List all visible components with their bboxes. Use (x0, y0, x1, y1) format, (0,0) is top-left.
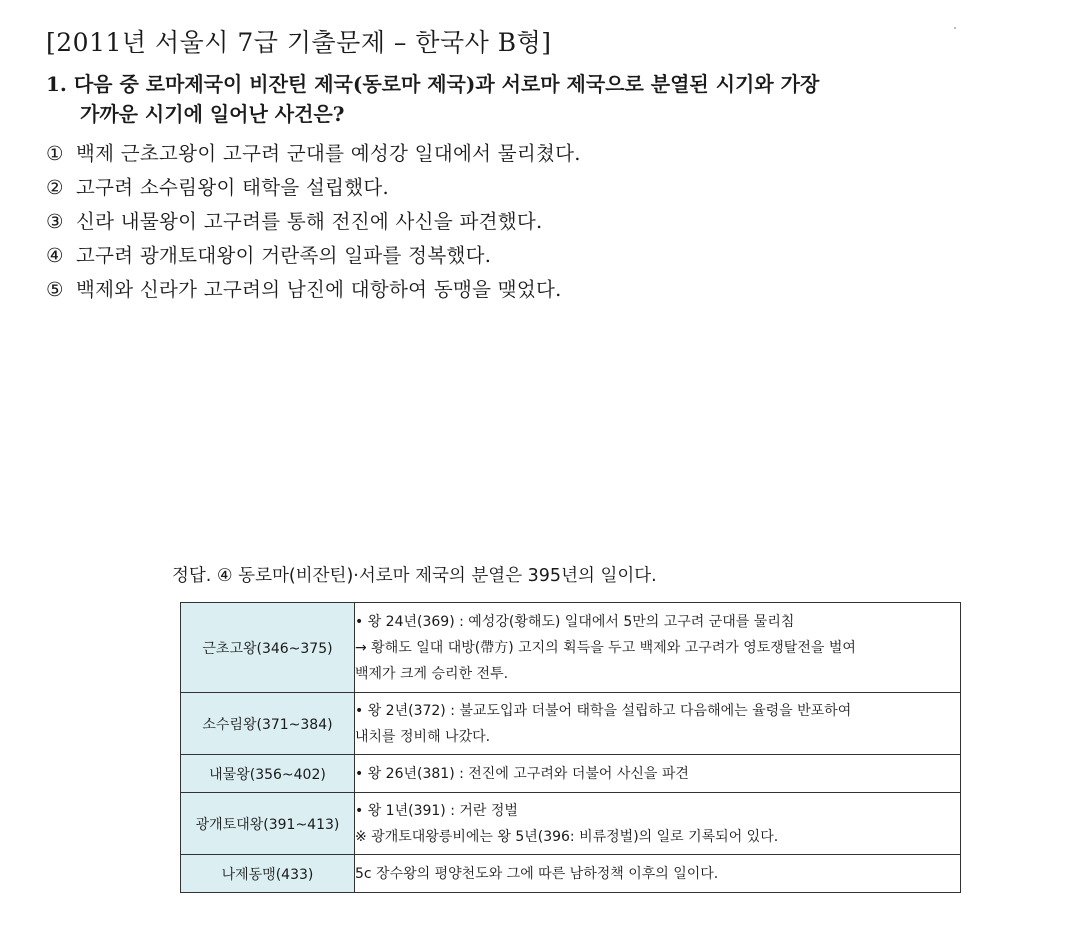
answer-line: 정답. ④ 동로마(비잔틴)·서로마 제국의 분열은 395년의 일이다. (172, 566, 657, 586)
description-line: 5c 장수왕의 평양천도와 그에 따른 남하정책 이후의 일이다. (355, 865, 719, 882)
table-row (181, 693, 961, 755)
choice-text: 백제와 신라가 고구려의 남진에 대항하여 동맹을 맺었다. (76, 278, 562, 301)
description-line: 내치를 정비해 나갔다. (355, 728, 491, 745)
description-line: • 왕 1년(391) : 거란 정벌 (355, 802, 518, 819)
king-cell: 나제동맹(433) (181, 855, 355, 893)
choice-text: 고구려 광개토대왕이 거란족의 일파를 정복했다. (76, 244, 492, 267)
table-row (181, 855, 961, 893)
scan-speck (954, 27, 956, 29)
explanation-table (180, 602, 961, 893)
choice-5[interactable] (46, 273, 581, 307)
choice-number: ③ (46, 210, 64, 233)
exam-title: [2011년 서울시 7급 기출문제 – 한국사 B형] (46, 28, 552, 57)
choice-number: ① (46, 142, 64, 165)
description-cell (355, 755, 961, 793)
description-line: 백제가 크게 승리한 전투. (355, 665, 509, 682)
description-cell (355, 693, 961, 755)
description-line: • 왕 26년(381) : 전진에 고구려와 더불어 사신을 파견 (355, 765, 689, 782)
choice-1[interactable] (46, 137, 581, 171)
king-cell: 소수림왕(371~384) (181, 693, 355, 755)
choice-text: 신라 내물왕이 고구려를 통해 전진에 사신을 파견했다. (76, 210, 543, 233)
table-row (181, 755, 961, 793)
king-cell: 근초고왕(346~375) (181, 603, 355, 693)
choice-list (46, 137, 581, 307)
choice-text: 고구려 소수림왕이 태학을 설립했다. (76, 176, 390, 199)
question-line-2: 가까운 시기에 일어난 사건은? (80, 102, 345, 126)
question-line-1: 1. 다음 중 로마제국이 비잔틴 제국(동로마 제국)과 서로마 제국으로 분열된 시기와 가장 (46, 72, 820, 96)
description-line: ※ 광개토대왕릉비에는 왕 5년(396: 비류정벌)의 일로 기록되어 있다. (355, 828, 779, 845)
description-line: • 왕 2년(372) : 불교도입과 더불어 태학을 설립하고 다음해에는 율령을 반포하여 (355, 702, 852, 719)
choice-2[interactable] (46, 171, 581, 205)
choice-number: ⑤ (46, 278, 64, 301)
choice-4[interactable] (46, 239, 581, 273)
question-stem (46, 69, 1046, 129)
description-cell (355, 855, 961, 893)
choice-text: 백제 근초고왕이 고구려 군대를 예성강 일대에서 물리쳤다. (76, 142, 581, 165)
description-line: • 왕 24년(369) : 예성강(황해도) 일대에서 5만의 고구려 군대를 물리침 (355, 613, 795, 630)
king-cell: 내물왕(356~402) (181, 755, 355, 793)
description-line: → 황해도 일대 대방(帶方) 고지의 획득을 두고 백제와 고구려가 영토쟁탈전을 벌여 (355, 639, 856, 656)
table-row (181, 603, 961, 693)
description-cell (355, 793, 961, 855)
choice-number: ② (46, 176, 64, 199)
king-cell: 광개토대왕(391~413) (181, 793, 355, 855)
choice-number: ④ (46, 244, 64, 267)
table-row (181, 793, 961, 855)
description-cell (355, 603, 961, 693)
choice-3[interactable] (46, 205, 581, 239)
